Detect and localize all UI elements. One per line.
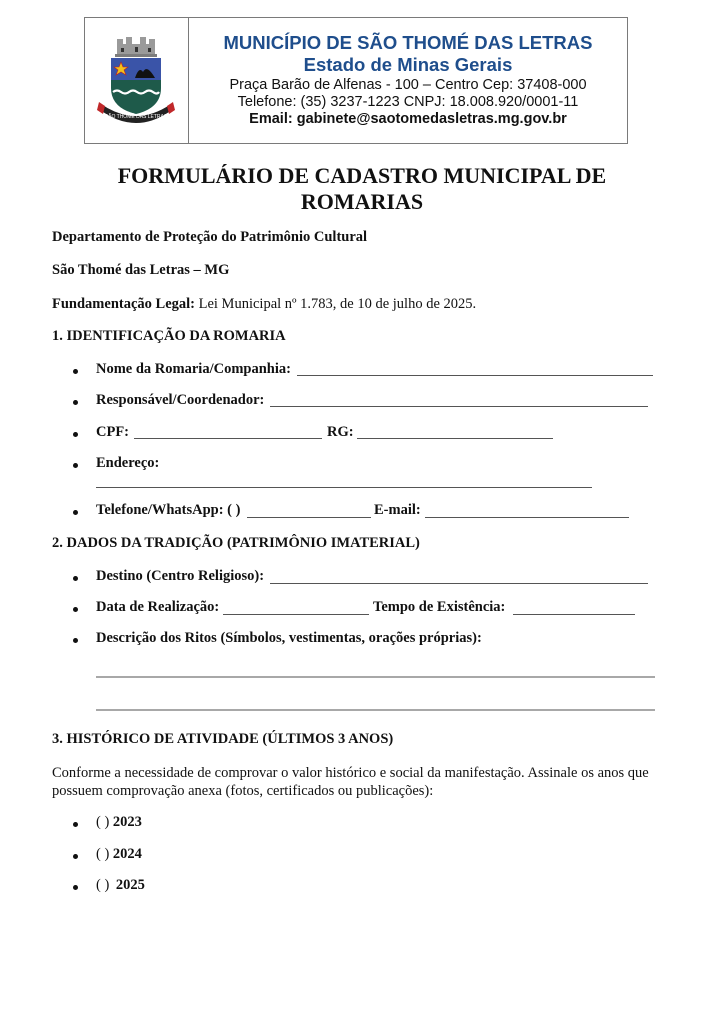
year-label: 2023 <box>112 814 142 830</box>
address-input[interactable] <box>96 487 592 488</box>
phone-input[interactable] <box>247 517 371 518</box>
bullet-icon <box>73 400 78 405</box>
year-2023-checkbox[interactable] <box>96 814 142 831</box>
email-line: Email: gabinete@saotomedasletras.mg.gov.br <box>249 111 567 127</box>
bullet-icon <box>73 576 78 581</box>
cpf-input[interactable] <box>134 438 322 439</box>
municipality-title: MUNICÍPIO DE SÃO THOMÉ DAS LETRAS <box>223 32 593 53</box>
rg-label: RG: <box>327 424 354 440</box>
responsible-input[interactable] <box>270 406 648 407</box>
phone-cnpj-line: Telefone: (35) 3237-1223 CNPJ: 18.008.920/0001-11 <box>237 94 579 110</box>
department-name: Departamento de Proteção do Patrimônio Cultural <box>52 229 368 245</box>
form-title-line-1: FORMULÁRIO DE CADASTRO MUNICIPAL DE <box>117 163 607 188</box>
bullet-icon <box>73 510 78 515</box>
letterhead <box>84 17 628 144</box>
rites-input-line-1[interactable] <box>96 676 655 678</box>
checkbox-icon[interactable]: ( ) <box>96 814 110 830</box>
state-subtitle: Estado de Minas Gerais <box>303 54 513 75</box>
letterhead-text <box>189 18 627 143</box>
legal-basis <box>52 296 476 313</box>
section-3-instructions <box>52 764 672 800</box>
responsible-label: Responsável/Coordenador: <box>96 392 265 408</box>
bullet-icon <box>73 607 78 612</box>
date-label: Data de Realização: <box>96 599 220 615</box>
bullet-icon <box>73 854 78 859</box>
email-input[interactable] <box>425 517 629 518</box>
bullet-icon <box>73 822 78 827</box>
address-line: Praça Barão de Alfenas - 100 – Centro Cep: 37408-000 <box>229 77 587 93</box>
instructions-line-1: Conforme a necessidade de comprovar o valor histórico e social da manifestação. Assinale os anos que <box>52 765 649 781</box>
bullet-icon <box>73 463 78 468</box>
rites-label: Descrição dos Ritos (Símbolos, vestimentas, orações próprias): <box>96 630 482 646</box>
existence-label: Tempo de Existência: <box>373 599 506 615</box>
checkbox-icon[interactable]: ( ) <box>96 877 110 893</box>
romaria-name-label: Nome da Romaria/Companhia: <box>96 361 291 377</box>
city-state: São Thomé das Letras – MG <box>52 262 230 278</box>
cpf-label: CPF: <box>96 424 130 440</box>
year-label: 2024 <box>112 846 142 862</box>
destination-label: Destino (Centro Religioso): <box>96 568 265 584</box>
section-3-heading: 3. HISTÓRICO DE ATIVIDADE (ÚLTIMOS 3 ANOS) <box>52 731 394 747</box>
instructions-line-2: possuem comprovação anexa (fotos, certificados ou publicações): <box>52 783 434 799</box>
coat-of-arms-icon <box>95 36 177 126</box>
year-label: 2025 <box>115 877 145 893</box>
bullet-icon <box>73 638 78 643</box>
legal-basis-label: Fundamentação Legal: <box>52 296 195 312</box>
romaria-name-input[interactable] <box>297 375 653 376</box>
existence-input[interactable] <box>513 614 635 615</box>
bullet-icon <box>73 432 78 437</box>
form-title <box>60 163 664 215</box>
legal-basis-text: Lei Municipal nº 1.783, de 10 de julho de 2025. <box>194 296 477 312</box>
checkbox-icon[interactable]: ( ) <box>96 846 110 862</box>
date-input[interactable] <box>223 614 369 615</box>
rites-input-line-2[interactable] <box>96 709 655 711</box>
svg-text:SÃO THOMÉ DAS LETRAS: SÃO THOMÉ DAS LETRAS <box>104 114 168 120</box>
bullet-icon <box>73 885 78 890</box>
section-2-heading: 2. DADOS DA TRADIÇÃO (PATRIMÔNIO IMATERIAL) <box>52 535 420 551</box>
phone-label: Telefone/WhatsApp: ( ) <box>96 502 241 518</box>
address-label: Endereço: <box>96 455 160 471</box>
form-title-line-2: ROMARIAS <box>300 189 424 214</box>
year-2025-checkbox[interactable] <box>96 877 145 894</box>
section-1-heading: 1. IDENTIFICAÇÃO DA ROMARIA <box>52 328 286 344</box>
rg-input[interactable] <box>357 438 553 439</box>
destination-input[interactable] <box>270 583 648 584</box>
email-label: E-mail: <box>374 502 421 518</box>
year-2024-checkbox[interactable] <box>96 846 142 863</box>
bullet-icon <box>73 369 78 374</box>
